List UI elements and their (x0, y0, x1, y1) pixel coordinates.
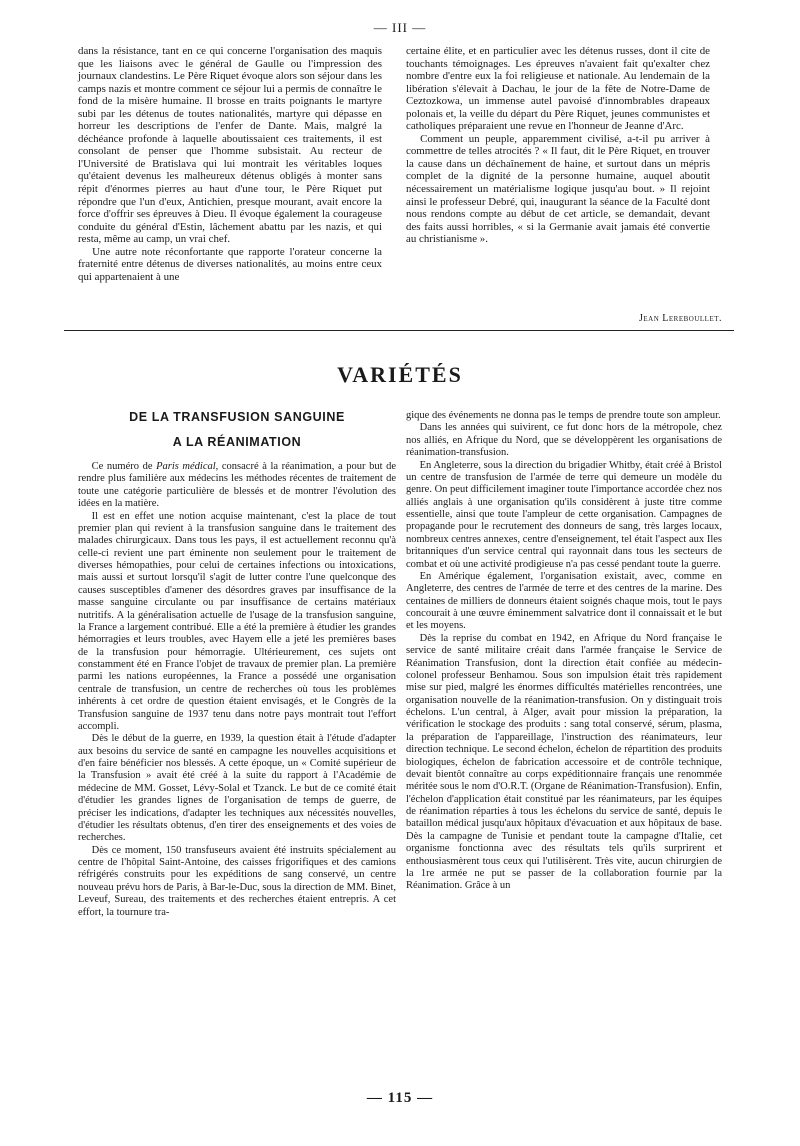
author-signature: Jean Lereboullet. (639, 313, 722, 324)
paragraph: Comment un peuple, apparemment civilisé, a-t-il pu arriver à commettre de telles atrocités ? « Il faut, dit le Père Riquet, en trouver la cause dans un déchaînement de haine, et surtout dans un mépris complet de la dignité de la personne humaine, auquel aboutit nécessairement un matérialisme logique jusqu'au bout. » Il rejoint ainsi le professeur Debré, qui, inaugurant la séance de la Faculté dont nous rendons compte au début de cet article, se demandait, devant des faits aussi horribles, « si la Germanie avait jamais été convertie au christianisme ». (406, 132, 710, 246)
intro-suffix: , consacré à la réanimation, a pour but de rendre plus familière aux médecins les méthodes récentes de traitement de toute une catégorie particulière de blessés et de montrer l'évolution des idées en la matière. (78, 461, 397, 510)
paragraph: Il est en effet une notion acquise maintenant, c'est la place de tout premier plan qui revient à la transfusion sanguine dans le traitement des malades chirurgicaux. Dans tous les pays, il est actuellement reconnu qu'à celle-ci revient une part éminente non seulement pour le traitement de diverses hémopathies, pour celui de certaines infections ou intoxications, mais aussi et surtout lorsqu'il s'agit de lutter contre l'une quelconque des causes susceptibles d'amener des désordres graves par insuffisance de la masse sanguine circulante ou par insuffisance de certains matériaux nutritifs. A la généralisation actuelle de l'usage de la transfusion sanguine, la France a largement contribué. Elle a été la première à étudier les grandes hémorragies et leurs troubles, avec Hayem elle a jeté les premières bases de la transfusion pour hémorragie. Ultérieurement, ces sujets ont constamment été en France l'objet de travaux de premier plan. La première parmi les nations européennes, la France a possédé une organisation centrale de transfusion, un centre de recherches où tous les problèmes inhérents à cet ordre de question étaient envisagés, et le Congrès de la Transfusion sanguine de 1937 tenu dans notre pays montrait tout l'effort accompli. (78, 510, 396, 732)
paragraph: Dès la reprise du combat en 1942, en Afrique du Nord française le service de santé militaire créait dans l'armée française le Service de Réanimation Transfusion, dont la direction était confiée au médecin-colonel professeur Benhamou. Sous son impulsion était très rapidement mise sur pied, malgré les énormes difficultés matérielles rencontrées, une organisation nouvelle de la réanimation-transfusion. On y distinguait trois échelons. L'un central, à Alger, avait pour mission la préparation, la vérification le stockage des produits : sang total conservé, sérum, plasma, la préparation de l'appareillage, l'instruction des réanimateurs, leur direction technique. Le second échelon, échelon de répartition des produits biologiques, échelon de fabrication accessoire et de contrôle technique, devait bientôt connaître au corps expéditionnaire français une renommée méritée sous le nom d'O.R.T. (Organe de Réanimation-Transfusion). Enfin, l'échelon d'application était constitué par les réanimateurs, par les équipes de réanimation réparties à tous les échelons du service de santé, depuis le bataillon médical jusqu'aux hôpitaux d'évacuation et aux hôpitaux de base. Dès la campagne de Tunisie et pendant toute la campagne d'Italie, cet organisme fonctionna avec des résultats tels qu'ils surprirent et enthousiasmèrent tous ceux qui l'utilisèrent. Très vite, aucun chirurgien de la 1re armée ne put se passer de la collaboration fournie par la Réanimation. Grâce à un (406, 632, 722, 892)
paragraph: dans la résistance, tant en ce qui concerne l'organisation des maquis que les liaisons avec le général de Gaulle ou l'impression des journaux clandestins. Le Père Riquet évoque alors son séjour dans les camps nazis et montre comment ce séjour lui a permis de connaître le fond de la misère humaine. Il brosse en traits poignants le martyre subi par les détenus de toutes nationalités, martyre qui dépasse en horreur les descriptions de l'enfer de Dante. Mais, malgré la déchéance profonde à laquelle aboutissaient ces traitements, il est consolant de penser que l'homme subsistait. Au recteur de l'Université de Bratislava qui lui montrait les véritables loques qu'étaient devenus les malheureux détenus obligés à monter sans répit d'énormes pierres au haut d'une tour, le Père Riquet put répondre que l'un d'eux, Antichien, presque mourant, avait encore la force d'offrir ses épreuves à Dieu. Il évoque également la courageuse conduite du général d'Estin, lâchement abattu par les nazis, et qui resta, même au camp, un vrai chef. (78, 45, 382, 246)
page-number: — 115 — (366, 1090, 434, 1106)
paragraph: Dès ce moment, 150 transfuseurs avaient été instruits spécialement au centre de l'hôpital Saint-Antoine, des caisses frigorifiques et des camions réfrigérés construits pour les expéditions de sang conservé, un centre nouveau prévu hors de Paris, à Bar-le-Duc, sous la direction de MM. Binet, Leveuf, Sureau, des traitements et des recherches étaient entrepris. A cet effort, la tournure tra- (78, 844, 396, 918)
article-title-line-2: A LA RÉANIMATION (172, 435, 302, 449)
section-number: — III — (373, 20, 427, 35)
paragraph: gique des événements ne donna pas le temps de prendre toute son ampleur. (406, 410, 721, 421)
top-article-left-column (78, 45, 382, 283)
journal-name: Paris médical (156, 461, 216, 472)
paragraph: En Amérique également, l'organisation existait, avec, comme en Angleterre, des centres de l'armée de terre et des centres de la marine. Des centaines de milliers de donneurs étaient soignés chaque mois, tout le pays concourait à une œuvre éminemment salvatrice dont il connaissait et le but et les moyens. (406, 570, 722, 632)
paragraph: Dans les années qui suivirent, ce fut donc hors de la métropole, chez nos alliés, en Afrique du Nord, que se développèrent les organisations de réanimation-transfusion. (406, 422, 722, 459)
section-title: VARIÉTÉS (337, 362, 463, 387)
article-right-column (406, 410, 722, 893)
top-article-right-column (406, 45, 710, 246)
paragraph: En Angleterre, sous la direction du brigadier Whitby, était créé à Bristol un centre de transfusion de l'armée de terre qui demeure un modèle du genre. On peut difficilement imaginer toute l'importance accordée chez nos alliés anglais à une organisation qu'ils considèrent à juste titre comme essentielle, ainsi que toute l'ampleur de cette organisation. Campagnes de propagande pour le recrutement des donneurs de sang, très larges locaux, nombreux centres annexes, centre d'enseignement, tel était l'aspect aux Iles britanniques d'un service central qui rayonnait dans tous les secteurs de combat et où une activité prodigieuse n'a pas cessé pendant toute la guerre. (406, 459, 722, 570)
paragraph: Une autre note réconfortante que rapporte l'orateur concerne la fraternité entre détenus de diverses nationalités, au moins entre ceux qui appartenaient à une (78, 245, 382, 283)
section-divider (64, 330, 734, 331)
intro-paragraph (78, 461, 396, 511)
paragraph: certaine élite, et en particulier avec les détenus russes, dont il cite de touchants témoignages. Les épreuves n'avaient fait qu'exalter chez nombre d'entre eux la foi religieuse et nationale. Au lendemain de la libération s'élevait à Dachau, le jour de la fête de Notre-Dame de Ceztozkowa, un immense autel pavoisé d'innombrables drapeaux polonais et, la veille du départ du Père Riquet, jeunes communistes et catholiques préparaient une revue en l'honneur de Jeanne d'Arc. (406, 45, 710, 133)
intro-prefix: Ce numéro de (91, 461, 157, 472)
paragraph: Dès le début de la guerre, en 1939, la question était à l'étude d'adapter aux besoins du service de santé en campagne les nouvelles acquisitions et d'en faire bénéficier nos blessés. A cette époque, un « Comité supérieur de la Transfusion » avait été créé à la suite du rapport à l'Académie de médecine de MM. Gosset, Lévy-Solal et Tzanck. Le but de ce comité était d'étudier les grandes lignes de l'organisation de temps de guerre, de préciser les indications, d'adapter les techniques aux nécessités nouvelles, d'étudier les résultats obtenus, d'en tirer des enseignements et des voies de recherches. (78, 733, 396, 844)
article-title-line-1: DE LA TRANSFUSION SANGUINE (129, 410, 345, 424)
article-left-column (78, 461, 396, 919)
